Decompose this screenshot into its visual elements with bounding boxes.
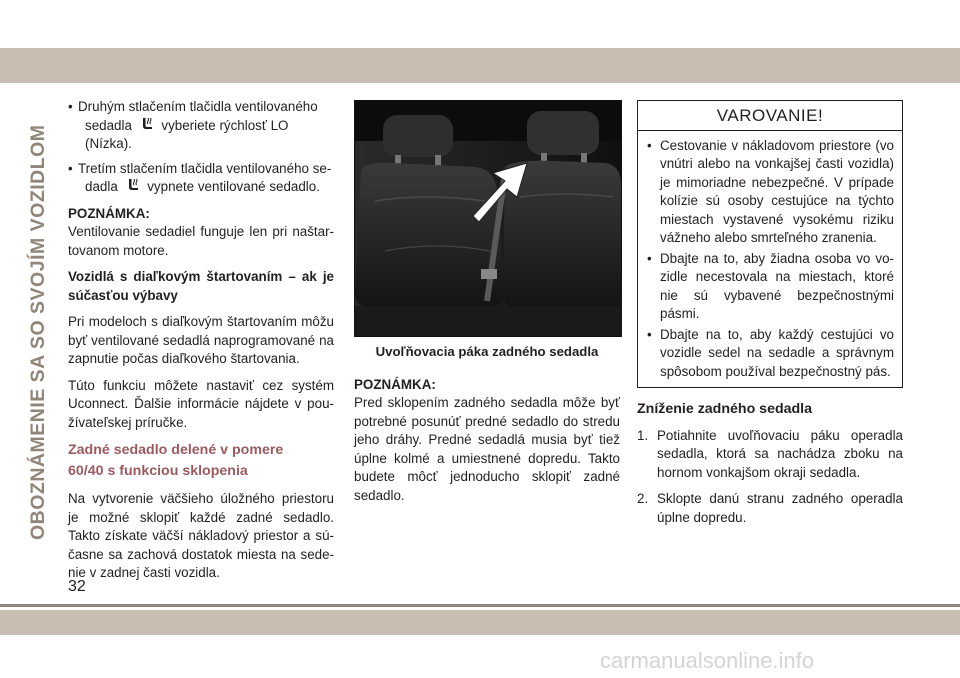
page-number: 32: [68, 578, 86, 595]
warning-list: [644, 137, 894, 382]
remote-start-heading: Vozidlá s diaľkovým štartovaním – ak je súčasťou výbavy: [68, 269, 334, 303]
step-item: [637, 427, 903, 483]
page-top-margin: [0, 0, 960, 48]
section-heading: [68, 440, 334, 482]
step-item: [637, 490, 903, 527]
bullet-text: vyberiete rýchlosť LO (Nízka).: [85, 117, 289, 151]
section-heading-line: Zadné sedadlo delené v pomere: [68, 442, 284, 458]
chapter-side-label: OBOZNÁMENIE SA SO SVOJÍM VOZIDLOM: [27, 124, 49, 541]
bullet-item: [68, 98, 334, 154]
section-paragraph: Na vytvorenie väčšieho úložného priestoru je možné sklopiť každé zadné sedadlo. Takto získate väčší nákladový priestor a sú-časne sa zachová dostatok miesta na sede-nie v zadnej časti vozidla.: [68, 491, 334, 580]
subsection-heading: Zníženie zadného sedadla: [637, 401, 813, 417]
note-heading: POZNÁMKA:: [354, 376, 436, 392]
column-right: [637, 100, 903, 535]
column-left: [68, 98, 334, 591]
ventilated-seat-icon: [139, 117, 155, 133]
column-middle: [354, 100, 620, 513]
step-text: Potiahnite uvoľňovaciu páku operadla sedadla, ktorá sa nachádza zboku na hornom vonkajšom okraji sedadla.: [657, 427, 903, 480]
header-band: [0, 48, 960, 83]
footer-line: [0, 604, 960, 607]
step-text: Sklopte danú stranu zadného operadla úplne dopredu.: [657, 491, 903, 525]
bullet-text: Druhým stlačením tlačidla ventilovaného: [78, 99, 318, 114]
warning-box: [637, 100, 903, 388]
photo-caption: Uvoľňovacia páka zadného sedadla: [375, 344, 599, 359]
warning-item: • Cestovanie v nákladovom priestore (vo vnútri alebo na vonkajšej časti vozidla) je mimoriadne nebezpečné. V prípade kolízie sú osoby cestujúce na týchto miestach vystavené vysokému riziku vážneho alebo smrteľného zranenia.: [644, 137, 894, 248]
warning-item: • Dbajte na to, aby žiadna osoba vo vo-zidle necestovala na miestach, ktoré nie sú vybavené bezpečnostnými pásmi.: [644, 250, 894, 324]
ventilated-seat-icon: [125, 178, 141, 194]
step-number: 1.: [637, 427, 649, 443]
rear-seat-illustration: [355, 101, 621, 336]
bullet-text: sedadla: [85, 117, 132, 133]
footer-band: [0, 610, 960, 635]
uconnect-paragraph: Túto funkciu môžete nastaviť cez systém Uconnect. Ďalšie informácie nájdete v pou-žívateľskej príručke.: [68, 377, 334, 430]
bullet-item: [68, 160, 334, 197]
watermark-text: carmanualsonline.info: [600, 648, 815, 673]
bullet-text: dadla: [85, 179, 118, 194]
note-heading: POZNÁMKA:: [68, 205, 150, 221]
bullet-text: Tretím stlačením tlačidla ventilovaného se-: [78, 160, 332, 176]
warning-item: • Dbajte na to, aby každý cestujúci vo vozidle sedel na sedadle a správnym spôsobom používal bezpečnostný pás.: [644, 326, 894, 382]
remote-start-paragraph: Pri modeloch s diaľkovým štartovaním môžu byť ventilované sedadlá naprogramované na zapnutie počas diaľkového štartovania.: [68, 314, 334, 366]
note-text: Ventilovanie sedadiel funguje len pri naštar-tovanom motore.: [68, 224, 334, 258]
section-heading-line: 60/40 s funkciou sklopenia: [68, 463, 248, 479]
step-number: 2.: [637, 491, 649, 506]
bullet-text: vypnete ventilované sedadlo.: [147, 179, 320, 194]
rear-seat-photo: [354, 100, 622, 337]
note-text: Pred sklopením zadného sedadla môže byť potrebné posunúť predné sedadlo do stredu jeho dráhy. Predné sedadlá musia byť tiež úplne kolmé a umiestnené dopredu. Takto budete môcť jednoducho sklopiť zadné sedadlo.: [354, 395, 620, 503]
warning-title: VAROVANIE!: [638, 101, 902, 131]
